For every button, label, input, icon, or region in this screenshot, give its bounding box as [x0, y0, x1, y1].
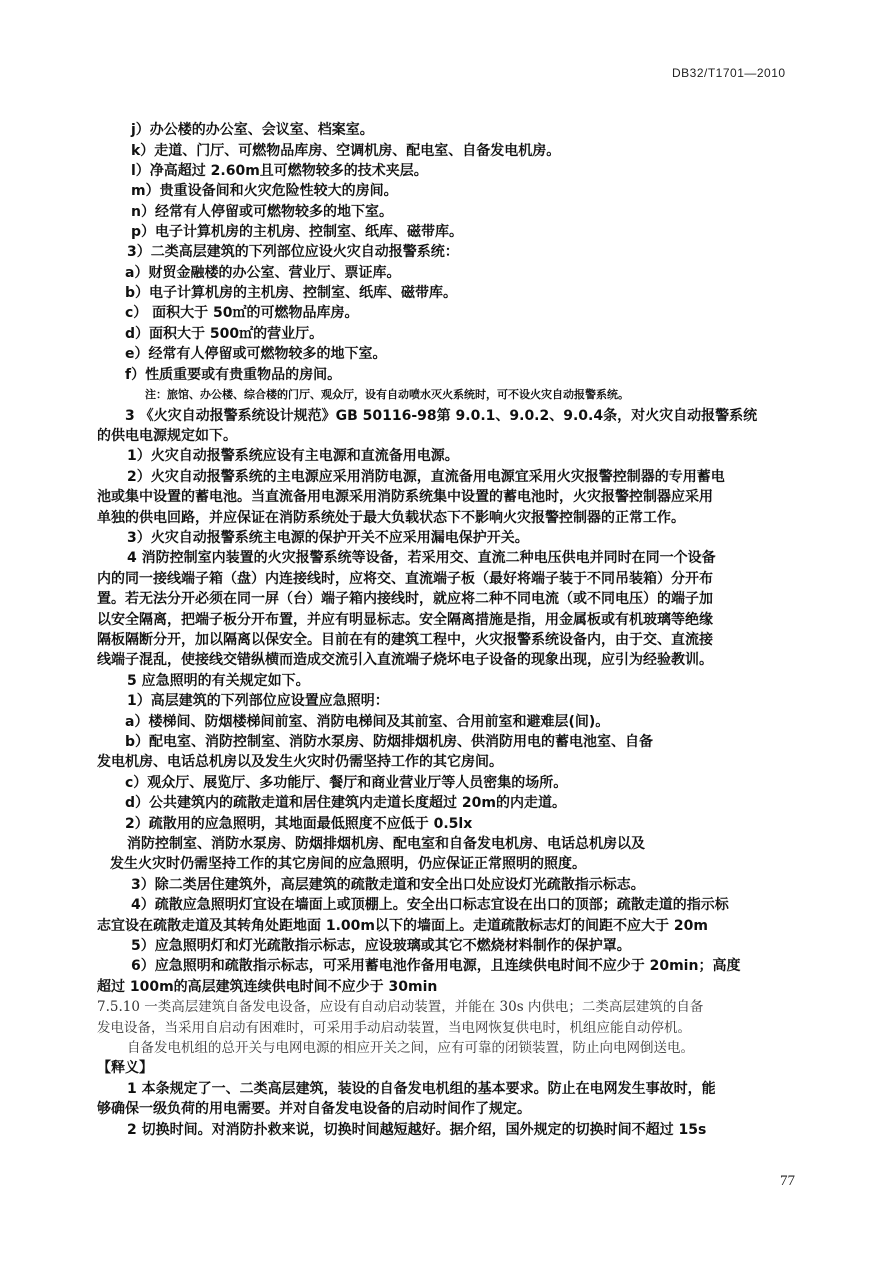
text-line: 1 本条规定了一、二类高层建筑，装设的自备发电机组的基本要求。防止在电网发生事故时，能 — [127, 1081, 716, 1097]
text-line: 单独的供电回路，并应保证在消防系统处于最大负载状态下不影响火灾报警控制器的正常工作。 — [97, 510, 685, 526]
text-line: 发电机房、电话总机房以及发生火灾时仍需坚持工作的其它房间。 — [97, 754, 503, 770]
text-line: 5）应急照明灯和灯光疏散指示标志，应设玻璃或其它不燃烧材料制作的保护罩。 — [131, 938, 631, 954]
text-line: 4）疏散应急照明灯宜设在墙面上或顶棚上。安全出口标志宜设在出口的顶部；疏散走道的指示标 — [131, 897, 729, 913]
text-line: p）电子计算机房的主机房、控制室、纸库、磁带库。 — [131, 224, 464, 240]
text-line: 的供电电源规定如下。 — [97, 428, 237, 444]
section-heading: 【释义】 — [97, 1060, 153, 1076]
text-line: 2）火灾自动报警系统的主电源应采用消防电源，直流备用电源宜采用火灾报警控制器的专用蓄电 — [127, 469, 725, 485]
text-line: m）贵重设备间和火灾危险性较大的房间。 — [131, 183, 398, 199]
clause-line: 自备发电机组的总开关与电网电源的相应开关之间，应有可靠的闭锁装置，防止向电网倒送电。 — [127, 1040, 694, 1056]
text-line: a）财贸金融楼的办公室、营业厅、票证库。 — [125, 265, 401, 281]
text-line: d）公共建筑内的疏散走道和居住建筑内走道长度超过 20m的内走道。 — [125, 795, 566, 811]
text-line: 线端子混乱，使接线交错纵横而造成交流引入直流端子烧坏电子设备的现象出现，应引为经验教训。 — [97, 652, 713, 668]
clause-line: 7.5.10 一类高层建筑自备发电设备，应设有自动启动装置，并能在 30s 内供电；二类高层建筑的自备 — [97, 999, 704, 1015]
text-line: 1）火灾自动报警系统应设有主电源和直流备用电源。 — [127, 448, 459, 464]
text-line: 2 切换时间。对消防扑救来说，切换时间越短越好。据介绍，国外规定的切换时间不超过 15s — [127, 1122, 707, 1138]
text-line: b）电子计算机房的主机房、控制室、纸库、磁带库。 — [125, 285, 458, 301]
text-line: 置。若无法分开必须在同一屏（台）端子箱内接线时，就应将二种不同电流（或不同电压）的端子加 — [97, 591, 713, 607]
text-line: 3）二类高层建筑的下列部位应设火灾自动报警系统： — [127, 244, 459, 260]
text-line: 2）疏散用的应急照明，其地面最低照度不应低于 0.5lx — [125, 816, 473, 832]
text-line: 内的同一接线端子箱（盘）内连接线时，应将交、直流端子板（最好将端子装于不同吊装箱）分开布 — [97, 571, 713, 587]
text-line: a）楼梯间、防烟楼梯间前室、消防电梯间及其前室、合用前室和避难层(间)。 — [125, 714, 610, 730]
text-line: 3 《火灾自动报警系统设计规范》GB 50116-98第 9.0.1、9.0.2、9.0.4条，对火灾自动报警系统 — [125, 408, 758, 424]
text-line: c） 面积大于 50㎡的可燃物品库房。 — [125, 305, 359, 321]
note-line: 注：旅馆、办公楼、综合楼的门厅、观众厅，设有自动喷水灭火系统时，可不设火灾自动报警系统。 — [145, 388, 629, 401]
text-line: 隔板隔断分开，加以隔离以保安全。目前在有的建筑工程中，火灾报警系统设备内，由于交、直流接 — [97, 632, 713, 648]
text-line: 够确保一级负荷的用电需要。并对自备发电设备的启动时间作了规定。 — [97, 1101, 531, 1117]
text-line: 以安全隔离，把端子板分开布置，并应有明显标志。安全隔离措施是指，用金属板或有机玻璃等绝缘 — [97, 612, 713, 628]
text-line: c）观众厅、展览厅、多功能厅、餐厅和商业营业厅等人员密集的场所。 — [125, 775, 568, 791]
text-line: j）办公楼的办公室、会议室、档案室。 — [131, 122, 374, 138]
text-line: n）经常有人停留或可燃物较多的地下室。 — [131, 204, 393, 220]
text-line: d）面积大于 500㎡的营业厅。 — [125, 326, 324, 342]
page-number: 77 — [780, 1173, 795, 1189]
text-line: e）经常有人停留或可燃物较多的地下室。 — [125, 346, 387, 362]
text-line: 4 消防控制室内装置的火灾报警系统等设备，若采用交、直流二种电压供电并同时在同一个设备 — [127, 550, 716, 566]
text-line: 超过 100m的高层建筑连续供电时间不应少于 30min — [97, 979, 438, 995]
text-line: b）配电室、消防控制室、消防水泵房、防烟排烟机房、供消防用电的蓄电池室、自备 — [125, 734, 654, 750]
text-line: 3）火灾自动报警系统主电源的保护开关不应采用漏电保护开关。 — [127, 530, 529, 546]
text-line: 3）除二类居住建筑外，高层建筑的疏散走道和安全出口处应设灯光疏散指示标志。 — [131, 877, 645, 893]
text-line: 池或集中设置的蓄电池。当直流备用电源采用消防系统集中设置的蓄电池时，火灾报警控制器应采用 — [97, 489, 713, 505]
clause-line: 发电设备，当采用自启动有困难时，可采用手动启动装置，当电网恢复供电时，机组应能自动停机。 — [97, 1020, 691, 1036]
text-line: 志宜设在疏散走道及其转角处距地面 1.00m以下的墙面上。走道疏散标志灯的间距不应大于 20m — [97, 918, 708, 934]
text-line: l）净高超过 2.60m且可燃物较多的技术夹层。 — [131, 163, 428, 179]
text-line: k）走道、门厅、可燃物品库房、空调机房、配电室、自备发电机房。 — [131, 143, 561, 159]
text-line: 消防控制室、消防水泵房、防烟排烟机房、配电室和自备发电机房、电话总机房以及 — [127, 836, 645, 852]
text-line: f）性质重要或有贵重物品的房间。 — [125, 367, 342, 383]
standard-code: DB32/T1701—2010 — [672, 66, 786, 80]
text-line: 6）应急照明和疏散指示标志，可采用蓄电池作备用电源，且连续供电时间不应少于 20min；高度 — [131, 958, 741, 974]
text-line: 1）高层建筑的下列部位应设置应急照明： — [127, 693, 389, 709]
text-line: 5 应急照明的有关规定如下。 — [127, 673, 310, 689]
text-line: 发生火灾时仍需坚持工作的其它房间的应急照明，仍应保证正常照明的照度。 — [110, 856, 586, 872]
